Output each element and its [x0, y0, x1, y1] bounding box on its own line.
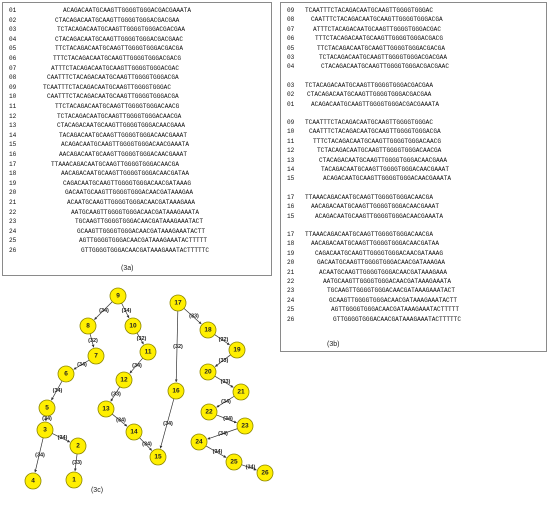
read-sequence: ATTTCTACAGACAATGCAAGTTGGGGTGGGACGAC — [313, 25, 441, 33]
read-sequence: AGTTGGGGTGGGACAACGATAAAGAAATACTTTTT — [331, 306, 459, 314]
read-sequence: CAATTTCTACAGACAATGCAAGTTGGGGTGGGACGA — [47, 93, 179, 101]
read-sequence: CTACAGACAATGCAAGTTGGGGTGGGACGACGAAC — [321, 63, 449, 71]
alignment-row — [287, 138, 441, 146]
edge-overlap-label: (34) — [221, 399, 231, 405]
alignment-row — [287, 231, 433, 239]
read-id: 25 — [9, 237, 17, 245]
edge-overlap-label: (34) — [163, 421, 173, 427]
read-id: 02 — [287, 91, 295, 99]
alignment-row — [287, 82, 433, 90]
node-label: 3 — [43, 426, 47, 434]
read-id: 19 — [9, 179, 17, 187]
read-id: 12 — [287, 147, 295, 155]
read-sequence: CAGACAATGCAAGTTGGGGTGGGACAACGATAAAG — [63, 179, 191, 187]
read-row — [9, 7, 191, 15]
read-sequence: TCAATTTCTACAGACAATGCAAGTTGGGGTGGGAC — [305, 7, 433, 14]
graph-node — [98, 401, 114, 417]
read-sequence: TCTACAGACAATGCAAGTTGGGGTGGGACGACGAA — [305, 81, 433, 89]
node-label: 1 — [72, 476, 76, 484]
panel-3a-reads — [2, 2, 272, 276]
read-id: 08 — [9, 74, 17, 82]
node-label: 19 — [233, 346, 241, 354]
read-id: 19 — [287, 249, 295, 257]
read-sequence: TTTCTACAGACAATGCAAGTTGGGGTGGGACGACG — [315, 35, 443, 43]
graph-node — [200, 364, 216, 380]
read-id: 07 — [9, 64, 17, 72]
alignment-row — [287, 240, 439, 248]
node-label: 10 — [129, 322, 137, 330]
graph-node — [191, 434, 207, 450]
read-id: 18 — [9, 170, 17, 178]
node-label: 9 — [116, 292, 120, 300]
edge-overlap-label: (32) — [218, 337, 229, 343]
read-sequence: ACAATGCAAGTTGGGGTGGGACAACGATAAAGAAA — [319, 268, 447, 276]
read-sequence: TTCTACAGACAATGCAAGTTGGGGTGGGACGACGA — [55, 45, 183, 53]
read-id: 23 — [287, 287, 295, 295]
edge-overlap-label: (33) — [189, 313, 199, 320]
node-label: 17 — [174, 299, 182, 307]
overlap-graph-3c — [0, 282, 280, 508]
read-sequence: AATGCAAGTTGGGGTGGGACAACGATAAAGAAATA — [323, 278, 451, 285]
read-sequence: AACAGACAATGCAAGTTGGGGTGGGACAACGATAA — [61, 170, 189, 178]
node-label: 22 — [205, 408, 213, 416]
edge-overlap-label: (34) — [218, 431, 228, 437]
read-row — [9, 122, 185, 130]
read-id: 26 — [287, 315, 295, 323]
node-label: 11 — [144, 348, 152, 356]
read-row — [9, 26, 185, 34]
graph-node — [168, 383, 184, 399]
read-sequence: ACAGACAATGCAAGTTGGGGTGGGACAACGAAATA — [61, 141, 189, 149]
node-label: 5 — [45, 404, 49, 412]
alignment-row — [287, 203, 439, 211]
caption-3b: (3b) — [327, 341, 340, 348]
read-id: 01 — [9, 7, 17, 14]
alignment-row — [287, 35, 443, 43]
edge-overlap-label: (34) — [223, 416, 233, 422]
read-id: 25 — [287, 306, 295, 314]
node-label: 21 — [237, 388, 245, 396]
read-sequence: CTACAGACAATGCAAGTTGGGGTGGGACAACGAAA — [57, 122, 185, 130]
read-row — [9, 93, 179, 101]
read-row — [9, 103, 179, 111]
node-label: 2 — [76, 442, 80, 450]
graph-node — [200, 322, 216, 338]
read-id: 01 — [287, 100, 295, 108]
graph-node — [229, 342, 245, 358]
edge-overlap-label: (34) — [77, 362, 87, 368]
alignment-row — [287, 269, 447, 277]
read-sequence: AGTTGGGGTGGGACAACGATAAAGAAATACTTTTT — [79, 237, 207, 245]
node-label: 14 — [130, 428, 138, 436]
read-id: 09 — [287, 119, 295, 126]
read-sequence: AACAGACAATGCAAGTTGGGGTGGGACAACGAAAT — [59, 151, 187, 158]
graph-node — [80, 318, 96, 334]
read-sequence: TCTACAGACAATGCAAGTTGGGGTGGGACAACGA — [317, 147, 442, 155]
read-row — [9, 228, 205, 236]
read-id: 14 — [287, 166, 295, 173]
read-id: 24 — [287, 296, 295, 304]
read-id: 13 — [9, 122, 17, 130]
graph-node — [39, 400, 55, 416]
node-label: 4 — [31, 477, 35, 485]
read-row — [9, 141, 189, 149]
read-sequence: GACAATGCAAGTTGGGGTGGGACAACGATAAAGAA — [65, 189, 193, 197]
graph-node — [140, 344, 156, 360]
read-id: 13 — [287, 156, 295, 164]
graph-node — [226, 454, 242, 470]
edge-overlap-label: (34) — [245, 464, 256, 471]
edge-overlap-label: (34) — [57, 435, 68, 441]
read-id: 03 — [287, 81, 295, 89]
graph-node — [58, 366, 74, 382]
read-id: 02 — [9, 16, 17, 24]
node-label: 16 — [172, 387, 180, 395]
read-sequence: TACAGACAATGCAAGTTGGGGTGGGACAACGAAAT — [59, 131, 187, 139]
graph-node — [25, 473, 41, 489]
read-sequence: GCAAGTTGGGGTGGGACAACGATAAAGAAATACTT — [77, 227, 205, 235]
edge-overlap-label: (34) — [116, 417, 126, 424]
read-id: 17 — [9, 160, 17, 168]
read-id: 09 — [9, 83, 17, 91]
read-row — [9, 132, 187, 140]
read-sequence: TTAAACAGACAATGCAAGTTGGGGTGGGACAACGA — [305, 231, 433, 238]
edge-overlap-label: (33) — [220, 379, 231, 385]
read-id: 14 — [9, 131, 17, 139]
read-id: 22 — [287, 278, 295, 285]
read-sequence: TCAATTTCTACAGACAATGCAAGTTGGGGTGGGAC — [43, 83, 171, 91]
read-row — [9, 161, 179, 169]
graph-node — [201, 404, 217, 420]
node-label: 26 — [261, 469, 269, 477]
alignment-row — [287, 213, 443, 221]
panel-3b-alignments — [280, 2, 547, 352]
alignment-row — [287, 316, 461, 324]
read-id: 15 — [287, 175, 295, 183]
edge-overlap-label: (34) — [35, 452, 45, 459]
alignment-row — [287, 166, 449, 174]
read-row — [9, 237, 207, 245]
alignment-row — [287, 128, 441, 136]
read-id: 05 — [287, 44, 295, 52]
read-row — [9, 113, 181, 121]
edge-overlap-label: (33) — [218, 358, 229, 364]
read-row — [9, 45, 183, 53]
node-label: 24 — [195, 438, 203, 446]
read-row — [9, 170, 189, 178]
edge-overlap-label: (34) — [52, 388, 63, 394]
alignment-row — [287, 91, 431, 99]
alignment-row — [287, 297, 457, 305]
read-sequence: TCTACAGACAATGCAAGTTGGGGTGGGACGACGAA — [57, 26, 185, 34]
alignment-row — [287, 194, 433, 202]
read-id: 20 — [287, 259, 295, 267]
read-sequence: CAATTTCTACAGACAATGCAAGTTGGGGTGGGACGA — [311, 16, 443, 24]
read-id: 11 — [9, 103, 17, 110]
alignment-row — [287, 287, 455, 295]
read-sequence: CAATTTCTACAGACAATGCAAGTTGGGGTGGGACGA — [309, 128, 441, 136]
read-sequence: AACAGACAATGCAAGTTGGGGTGGGACAACGATAA — [311, 240, 439, 248]
edge-overlap-label: (32) — [88, 338, 98, 344]
read-sequence: AATGCAAGTTGGGGTGGGACAACGATAAAGAAATA — [71, 208, 199, 216]
read-sequence: CTACAGACAATGCAAGTTGGGGTGGGACGACGAAC — [55, 35, 183, 43]
node-label: 8 — [86, 322, 90, 330]
read-id: 10 — [287, 128, 295, 136]
read-id: 12 — [9, 112, 17, 120]
caption-3c: (3c) — [90, 487, 104, 494]
read-sequence: ACAGACAATGCAAGTTGGGGTGGGACGACGAAATA — [311, 100, 439, 108]
alignment-row — [287, 250, 443, 258]
edge-overlap-label: (34) — [142, 441, 152, 448]
alignment-row — [287, 175, 451, 183]
read-id: 21 — [9, 199, 17, 206]
alignment-row — [287, 101, 439, 109]
node-label: 7 — [94, 352, 98, 360]
read-sequence: CTACAGACAATGCAAGTTGGGGTGGGACGACGAA — [55, 16, 180, 24]
read-sequence: GTTGGGGTGGGACAACGATAAAGAAATACTTTTTC — [81, 247, 209, 254]
read-row — [9, 151, 187, 159]
edge-overlap-label: (33) — [111, 391, 121, 398]
read-sequence: TTAAACAGACAATGCAAGTTGGGGTGGGACAACGA — [305, 193, 433, 201]
read-id: 20 — [9, 189, 17, 197]
read-sequence: TTTCTACAGACAATGCAAGTTGGGGTGGGACGACG — [53, 55, 181, 62]
read-id: 21 — [287, 268, 295, 276]
read-sequence: CTACAGACAATGCAAGTTGGGGTGGGACAACGAAA — [319, 156, 447, 164]
read-id: 08 — [287, 16, 295, 24]
read-row — [9, 74, 179, 82]
edge-overlap-label: (34) — [132, 363, 142, 369]
read-sequence: TCTACAGACAATGCAAGTTGGGGTGGGACGACGAA — [319, 54, 447, 61]
read-id: 11 — [287, 137, 295, 145]
read-id: 06 — [287, 35, 295, 43]
read-id: 15 — [287, 212, 295, 220]
edge-overlap-label: (32) — [136, 336, 147, 342]
read-sequence: TGCAAGTTGGGGTGGGACAACGATAAAGAAATACT — [75, 218, 203, 226]
read-id: 17 — [287, 193, 295, 201]
read-sequence: TTAAACAGACAATGCAAGTTGGGGTGGGACAACGA — [51, 160, 179, 168]
read-row — [9, 65, 179, 73]
read-sequence: TTTCTACAGACAATGCAAGTTGGGGTGGGACAACG — [313, 137, 441, 145]
graph-node — [170, 295, 186, 311]
read-id: 16 — [9, 151, 17, 158]
alignment-row — [287, 26, 441, 34]
read-id: 22 — [9, 208, 17, 216]
alignment-row — [287, 278, 451, 286]
read-sequence: GTTGGGGTGGGACAACGATAAAGAAATACTTTTTC — [333, 315, 461, 323]
alignment-row — [287, 157, 447, 165]
read-row — [9, 189, 193, 197]
read-row — [9, 36, 183, 44]
read-id: 09 — [287, 7, 295, 14]
read-row — [9, 17, 179, 25]
edge-overlap-label: (34) — [42, 416, 52, 422]
graph-node — [257, 465, 273, 481]
read-id: 15 — [9, 141, 17, 149]
node-label: 13 — [102, 405, 110, 413]
edge-overlap-label: (34) — [212, 449, 223, 455]
read-row — [9, 209, 199, 217]
read-id: 18 — [287, 240, 295, 248]
read-id: 05 — [9, 45, 17, 53]
node-label: 15 — [154, 453, 162, 461]
alignment-row — [287, 45, 445, 53]
node-label: 20 — [204, 368, 212, 376]
read-id: 16 — [287, 203, 295, 211]
read-id: 04 — [287, 63, 295, 71]
read-id: 23 — [9, 218, 17, 226]
graph-node — [125, 318, 141, 334]
node-label: 12 — [120, 376, 128, 384]
read-sequence: TCTACAGACAATGCAAGTTGGGGTGGGACAACGA — [57, 112, 182, 120]
alignment-row — [287, 54, 447, 62]
node-label: 6 — [64, 370, 68, 378]
graph-node — [237, 418, 253, 434]
caption-3a: (3a) — [121, 265, 134, 272]
read-sequence: TGCAAGTTGGGGTGGGACAACGATAAAGAAATACT — [327, 287, 455, 295]
alignment-row — [287, 259, 445, 267]
graph-node — [116, 372, 132, 388]
alignment-row — [287, 306, 459, 314]
graph-node — [233, 384, 249, 400]
node-label: 18 — [204, 326, 212, 334]
alignment-row — [287, 119, 433, 127]
read-row — [9, 180, 191, 188]
graph-node — [126, 424, 142, 440]
graph-node — [37, 422, 53, 438]
graph-edges — [35, 299, 256, 473]
read-row — [9, 247, 209, 255]
alignment-row — [287, 147, 441, 155]
read-id: 07 — [287, 25, 295, 33]
graph-node — [88, 348, 104, 364]
read-sequence: ATTTCTACAGACAATGCAAGTTGGGGTGGGACGAC — [51, 64, 179, 72]
read-row — [9, 84, 171, 92]
read-sequence: AACAGACAATGCAAGTTGGGGTGGGACAACGAAAT — [311, 203, 439, 211]
read-sequence: ACAGACAATGCAAGTTGGGGTGGGACAACGAAATA — [315, 212, 443, 220]
read-id: 17 — [287, 231, 295, 238]
read-sequence: CAATTTCTACAGACAATGCAAGTTGGGGTGGGACGA — [47, 74, 179, 82]
alignment-row — [287, 16, 443, 24]
edge-overlap-label: (33) — [72, 460, 82, 466]
node-label: 23 — [241, 422, 249, 430]
alignment-row — [287, 63, 449, 71]
read-id: 03 — [287, 54, 295, 61]
alignment-row — [287, 7, 433, 15]
read-sequence: ACAGACAATGCAAGTTGGGGTGGGACGACGAAATA — [63, 7, 191, 14]
read-row — [9, 218, 203, 226]
read-id: 24 — [9, 227, 17, 235]
edge-overlap-label: (34) — [99, 308, 109, 314]
edge-overlap-label: (32) — [173, 344, 183, 350]
graph-node — [70, 438, 86, 454]
read-row — [9, 199, 195, 207]
read-sequence: CAGACAATGCAAGTTGGGGTGGGACAACGATAAAG — [315, 249, 443, 257]
read-sequence: GCAAGTTGGGGTGGGACAACGATAAAGAAATACTT — [329, 296, 457, 304]
read-id: 06 — [9, 55, 17, 62]
node-label: 25 — [230, 458, 238, 466]
read-id: 03 — [9, 26, 17, 34]
read-sequence: ACAATGCAAGTTGGGGTGGGACAACGATAAAGAAA — [67, 199, 195, 206]
read-sequence: TCAATTTCTACAGACAATGCAAGTTGGGGTGGGAC — [305, 119, 433, 126]
read-sequence: TACAGACAATGCAAGTTGGGGTGGGACAACGAAAT — [321, 166, 449, 173]
graph-node — [110, 288, 126, 304]
graph-node — [66, 472, 82, 488]
read-id: 04 — [9, 35, 17, 43]
read-sequence: GACAATGCAAGTTGGGGTGGGACAACGATAAAGAA — [317, 259, 445, 267]
graph-node — [150, 449, 166, 465]
read-sequence: ACAGACAATGCAAGTTGGGGTGGGACAACGAAATA — [323, 175, 451, 183]
read-row — [9, 55, 181, 63]
read-sequence: TTCTACAGACAATGCAAGTTGGGGTGGGACGACGA — [317, 44, 445, 52]
read-sequence: TTCTACAGACAATGCAAGTTGGGGTGGGACAACG — [55, 103, 180, 110]
read-sequence: CTACAGACAATGCAAGTTGGGGTGGGACGACGAA — [307, 91, 432, 99]
edge-overlap-label: (34) — [121, 308, 132, 314]
read-id: 10 — [9, 93, 17, 101]
read-id: 26 — [9, 247, 17, 254]
